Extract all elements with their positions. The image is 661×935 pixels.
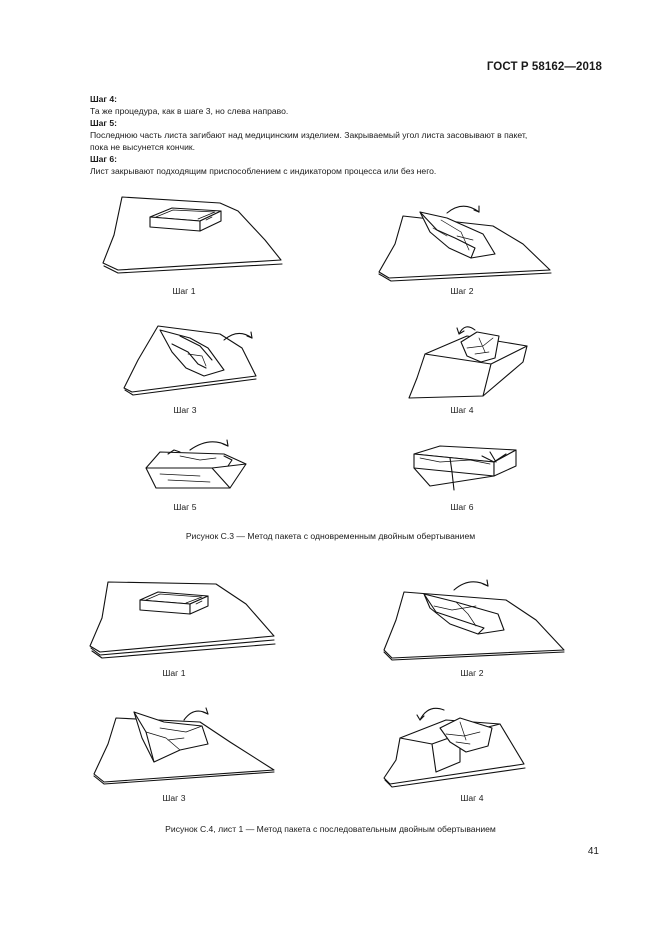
fig-c3-step3-illustration: [120, 318, 270, 406]
fig-c3-step1-label: Шаг 1: [172, 286, 196, 296]
fig-c3-step6-illustration: [410, 434, 522, 498]
fig-c4-step4-illustration: [380, 698, 530, 790]
step-5-text-line-2: пока не высунется кончик.: [90, 142, 196, 152]
figure-c3-caption: Рисунок С.3 — Метод пакета с одновременным двойным обертыванием: [185, 531, 476, 541]
fig-c4-step2-illustration: [380, 570, 570, 664]
fig-c4-step3-label: Шаг 3: [162, 793, 186, 803]
fig-c3-step6-label: Шаг 6: [450, 502, 474, 512]
fig-c3-step5-label: Шаг 5: [173, 502, 197, 512]
fig-c4-step4-label: Шаг 4: [460, 793, 484, 803]
step-5-text-line-1: Последнюю часть листа загибают над медицинским изделием. Закрываемый угол листа засовывают в пакет,: [90, 130, 528, 140]
step-5-heading: Шаг 5:: [90, 118, 118, 128]
fig-c3-step2-illustration: [375, 192, 560, 284]
fig-c3-step4-illustration: [405, 318, 533, 406]
figure-c4-caption: Рисунок С.4, лист 1 — Метод пакета с последовательным двойным обертыванием: [165, 824, 496, 834]
step-4-heading: Шаг 4:: [90, 94, 118, 104]
step-6-text: Лист закрывают подходящим приспособлением с индикатором процесса или без него.: [90, 166, 437, 176]
step-6-heading: Шаг 6:: [90, 154, 118, 164]
fig-c3-step2-label: Шаг 2: [450, 286, 474, 296]
fig-c3-step4-label: Шаг 4: [450, 405, 474, 415]
fig-c3-step1-illustration: [100, 190, 285, 275]
fig-c3-step3-label: Шаг 3: [173, 405, 197, 415]
fig-c4-step3-illustration: [90, 698, 280, 790]
document-standard-number: ГОСТ Р 58162—2018: [486, 61, 602, 73]
fig-c4-step1-label: Шаг 1: [162, 668, 186, 678]
fig-c4-step2-label: Шаг 2: [460, 668, 484, 678]
fig-c4-step1-illustration: [86, 578, 281, 663]
page-number: 41: [587, 846, 599, 857]
fig-c3-step5-illustration: [140, 434, 258, 498]
step-4-text: Та же процедура, как в шаге 3, но слева направо.: [90, 106, 289, 116]
